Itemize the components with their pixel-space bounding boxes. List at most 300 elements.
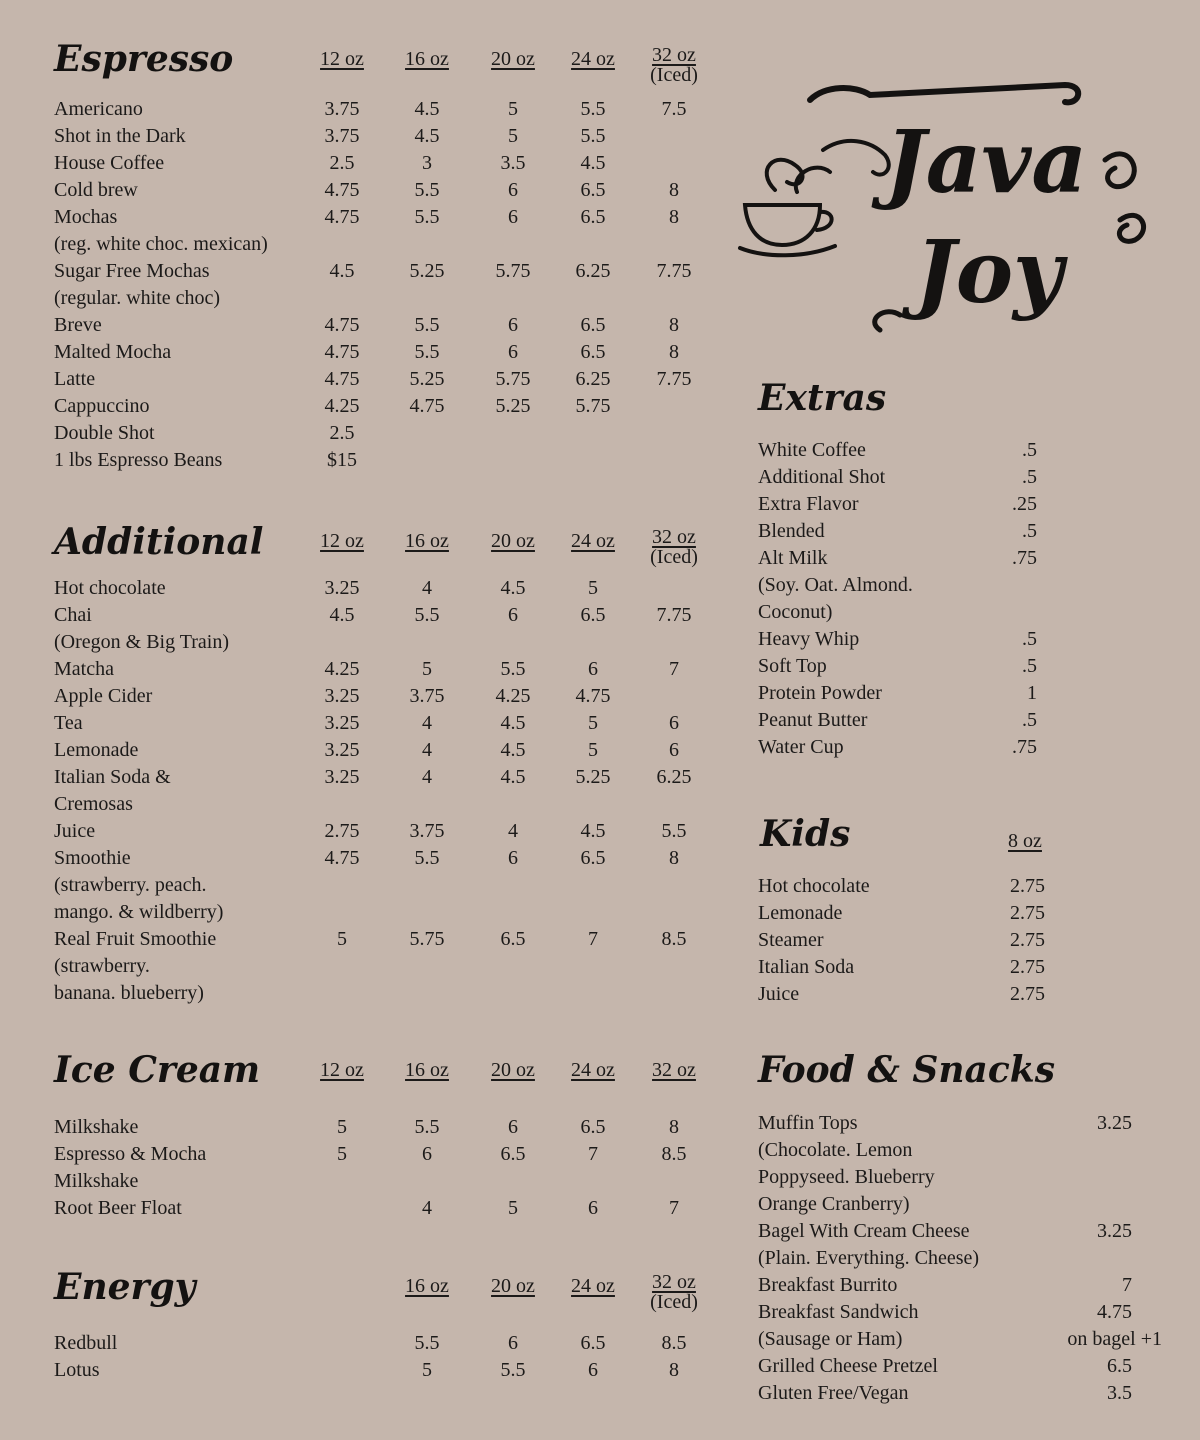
item-price: 2.75 [1010, 875, 1045, 897]
item-price: 8 [669, 1359, 679, 1381]
item-price: 5.5 [580, 98, 606, 120]
item-name: Blended [758, 520, 825, 542]
item-price: 6.5 [1107, 1355, 1132, 1377]
item-price: 5.25 [575, 766, 611, 788]
energy-title: Energy [54, 1266, 196, 1308]
item-price: 4.25 [324, 395, 360, 417]
item-name: (Soy. Oat. Almond. [758, 574, 913, 596]
item-price: 5 [422, 658, 432, 680]
item-price: 4.5 [329, 604, 355, 626]
item-price: 3.25 [1097, 1112, 1132, 1134]
item-name: Extra Flavor [758, 493, 859, 515]
item-price: 3.25 [324, 739, 360, 761]
item-name: Additional Shot [758, 466, 886, 488]
item-name: Apple Cider [54, 685, 153, 707]
list-item [54, 420, 744, 447]
item-price: 4.5 [500, 577, 526, 599]
java-joy-logo [735, 80, 1155, 345]
item-name: Espresso & Mocha [54, 1143, 207, 1165]
list-item [758, 572, 1058, 599]
list-item [758, 1218, 1178, 1245]
list-item [54, 602, 744, 629]
list-item [758, 927, 1058, 954]
list-item [758, 707, 1058, 734]
item-price: 7.5 [661, 98, 687, 120]
item-price: 6.25 [575, 368, 611, 390]
extras-menu-list [758, 437, 1058, 761]
iced-label: (Iced) [650, 546, 698, 568]
item-name: (reg. white choc. mexican) [54, 233, 268, 255]
item-price: 3 [422, 152, 432, 174]
item-price: 5.5 [414, 206, 440, 228]
list-item [54, 1141, 744, 1168]
icecream-title: Ice Cream [54, 1049, 261, 1091]
list-item [54, 1114, 744, 1141]
list-item [54, 629, 744, 656]
item-price: 4.5 [414, 98, 440, 120]
item-price: 8 [669, 179, 679, 201]
item-price: 6.5 [580, 604, 606, 626]
coffee-cup-icon [735, 80, 1155, 345]
item-price: 8 [669, 206, 679, 228]
item-name: Juice [758, 983, 800, 1005]
list-item [54, 710, 744, 737]
item-name: Shot in the Dark [54, 125, 186, 147]
item-name: Heavy Whip [758, 628, 860, 650]
item-name: (Chocolate. Lemon [758, 1139, 913, 1161]
item-price: 5.5 [414, 1332, 440, 1354]
list-item [54, 447, 744, 474]
item-price: 8.5 [661, 1143, 687, 1165]
list-item [54, 339, 744, 366]
item-name: Orange Cranberry) [758, 1193, 910, 1215]
list-item [758, 873, 1058, 900]
energy-size-header: 24 oz [571, 1275, 615, 1297]
list-item [54, 926, 744, 953]
energy-menu-list [54, 1330, 744, 1384]
item-price: 6 [508, 179, 518, 201]
item-price: 6 [508, 206, 518, 228]
item-price: 6.5 [580, 1332, 606, 1354]
item-price: 2.75 [1010, 956, 1045, 978]
list-item [758, 1299, 1178, 1326]
item-name: Grilled Cheese Pretzel [758, 1355, 938, 1377]
list-item [758, 653, 1058, 680]
item-name: Root Beer Float [54, 1197, 182, 1219]
item-name: White Coffee [758, 439, 866, 461]
list-item [758, 1110, 1178, 1137]
item-price: 5.5 [414, 179, 440, 201]
extras-title: Extras [758, 377, 887, 419]
item-name: Water Cup [758, 736, 844, 758]
item-price: 6.5 [580, 1116, 606, 1138]
item-price: 3.75 [409, 820, 445, 842]
item-price: 3.75 [324, 125, 360, 147]
additional-size-header: 12 oz [320, 530, 364, 552]
item-price: 5 [508, 125, 518, 147]
espresso-size-header: 16 oz [405, 48, 449, 70]
item-price: 5.25 [495, 395, 531, 417]
espresso-size-header: 20 oz [491, 48, 535, 70]
item-name: Breakfast Burrito [758, 1274, 898, 1296]
energy-size-header: 32 oz (Iced) [650, 1271, 698, 1313]
item-price: 1 [1027, 682, 1037, 704]
item-name: Italian Soda & [54, 766, 171, 788]
item-name: Malted Mocha [54, 341, 172, 363]
item-name: (Oregon & Big Train) [54, 631, 229, 653]
item-name: Hot chocolate [758, 875, 870, 897]
energy-size-header: 16 oz [405, 1275, 449, 1297]
item-name: Chai [54, 604, 92, 626]
item-name: Lotus [54, 1359, 100, 1381]
item-name: Tea [54, 712, 83, 734]
item-price: 2.5 [329, 422, 355, 444]
item-price: 6.25 [656, 766, 692, 788]
item-name: Peanut Butter [758, 709, 868, 731]
item-price: 6 [588, 1197, 598, 1219]
item-price: .5 [1022, 655, 1037, 677]
item-name: Americano [54, 98, 143, 120]
list-item [54, 845, 744, 872]
item-price: 4.5 [329, 260, 355, 282]
list-item [54, 177, 744, 204]
item-price: 2.75 [1010, 902, 1045, 924]
list-item [54, 818, 744, 845]
item-price: 4.5 [500, 766, 526, 788]
list-item [54, 656, 744, 683]
item-name: Hot chocolate [54, 577, 166, 599]
item-price: 7 [588, 928, 598, 950]
item-name: House Coffee [54, 152, 165, 174]
item-price: 6.5 [580, 314, 606, 336]
item-price: 6.25 [575, 260, 611, 282]
espresso-size-header: 12 oz [320, 48, 364, 70]
iced-label: (Iced) [650, 64, 698, 86]
item-price: 3.25 [324, 685, 360, 707]
list-item [758, 437, 1058, 464]
list-item [758, 518, 1058, 545]
item-price: 8.5 [661, 1332, 687, 1354]
item-name: Breakfast Sandwich [758, 1301, 919, 1323]
item-price: 5.5 [414, 604, 440, 626]
item-name: Real Fruit Smoothie [54, 928, 217, 950]
item-price: 4.75 [575, 685, 611, 707]
item-price: 4.75 [324, 847, 360, 869]
item-name: Gluten Free/Vegan [758, 1382, 909, 1404]
list-item [758, 680, 1058, 707]
list-item [54, 1357, 744, 1384]
item-price: 6.5 [500, 1143, 526, 1165]
item-price: 6 [588, 1359, 598, 1381]
item-price: 7 [588, 1143, 598, 1165]
kids-size-header: 8 oz [1008, 830, 1042, 852]
list-item [54, 1330, 744, 1357]
item-name: Lemonade [54, 739, 139, 761]
svg-text:Java: Java [885, 112, 1088, 213]
item-name: Redbull [54, 1332, 118, 1354]
item-name: Alt Milk [758, 547, 828, 569]
list-item [54, 366, 744, 393]
item-name: (Sausage or Ham) [758, 1328, 903, 1350]
list-item [54, 204, 744, 231]
item-price: 5.75 [409, 928, 445, 950]
food-title: Food & Snacks [758, 1049, 1055, 1091]
item-price: 8.5 [661, 928, 687, 950]
item-price: 5.5 [414, 314, 440, 336]
additional-size-header: 20 oz [491, 530, 535, 552]
item-price: 4.75 [1097, 1301, 1132, 1323]
list-item [54, 150, 744, 177]
icecream-size-header: 12 oz [320, 1059, 364, 1081]
item-name: Poppyseed. Blueberry [758, 1166, 935, 1188]
item-name: Milkshake [54, 1116, 139, 1138]
list-item [54, 1195, 744, 1222]
espresso-title: Espresso [54, 38, 234, 80]
espresso-size-header: 24 oz [571, 48, 615, 70]
item-price: 2.75 [1010, 983, 1045, 1005]
item-price: 5 [337, 1143, 347, 1165]
additional-menu-list [54, 575, 744, 1007]
item-price: 6 [508, 1116, 518, 1138]
item-price: 7 [669, 1197, 679, 1219]
item-name: Cremosas [54, 793, 133, 815]
item-price: 4.5 [580, 152, 606, 174]
item-price: 5.25 [409, 368, 445, 390]
item-name: Mochas [54, 206, 118, 228]
list-item [54, 96, 744, 123]
list-item [54, 312, 744, 339]
food-menu-list [758, 1110, 1178, 1407]
item-price: 4 [422, 766, 432, 788]
item-price: 6 [508, 1332, 518, 1354]
item-price: 6.5 [580, 847, 606, 869]
item-name: Sugar Free Mochas [54, 260, 210, 282]
item-price: 3.5 [500, 152, 526, 174]
item-price: 4 [508, 820, 518, 842]
item-price: 2.75 [1010, 929, 1045, 951]
item-price: 5.25 [409, 260, 445, 282]
item-name: (Plain. Everything. Cheese) [758, 1247, 980, 1269]
list-item [758, 1380, 1178, 1407]
item-price: .25 [1012, 493, 1037, 515]
item-name: Steamer [758, 929, 824, 951]
list-item [54, 872, 744, 899]
item-price: 6 [508, 341, 518, 363]
item-price: 4.75 [324, 179, 360, 201]
item-price: 4.5 [580, 820, 606, 842]
list-item [758, 981, 1058, 1008]
item-price: 3.25 [324, 577, 360, 599]
item-price: 6 [588, 658, 598, 680]
item-price: 8 [669, 1116, 679, 1138]
item-price: 4.75 [324, 368, 360, 390]
item-price: .75 [1012, 736, 1037, 758]
item-name: Protein Powder [758, 682, 882, 704]
list-item [54, 393, 744, 420]
item-price: 5.5 [661, 820, 687, 842]
espresso-menu-list [54, 96, 744, 474]
item-price: 5.75 [495, 260, 531, 282]
item-price: 6 [669, 712, 679, 734]
list-item [758, 954, 1058, 981]
kids-title: Kids [760, 813, 851, 855]
list-item [54, 683, 744, 710]
item-price: 4.25 [495, 685, 531, 707]
item-price: 4 [422, 577, 432, 599]
item-price: 4.75 [324, 341, 360, 363]
item-price: 4.75 [409, 395, 445, 417]
item-name: mango. & wildberry) [54, 901, 224, 923]
kids-menu-list [758, 873, 1058, 1008]
item-price: 4.25 [324, 658, 360, 680]
item-price: 6.5 [580, 206, 606, 228]
item-price: 3.75 [324, 98, 360, 120]
item-name: Muffin Tops [758, 1112, 858, 1134]
list-item [758, 1353, 1178, 1380]
list-item [758, 599, 1058, 626]
item-name: (strawberry. peach. [54, 874, 207, 896]
item-price: 2.75 [324, 820, 360, 842]
additional-size-header: 24 oz [571, 530, 615, 552]
item-price: 6 [508, 847, 518, 869]
item-price: 3.5 [1107, 1382, 1132, 1404]
item-price: 7.75 [656, 260, 692, 282]
list-item [54, 737, 744, 764]
iced-label: (Iced) [650, 1291, 698, 1313]
icecream-menu-list [54, 1114, 744, 1222]
item-price: 5 [337, 928, 347, 950]
list-item [758, 464, 1058, 491]
espresso-size-header: 32 oz (Iced) [650, 44, 698, 86]
item-price: 5 [337, 1116, 347, 1138]
item-price: 5 [422, 1359, 432, 1381]
item-price: 7.75 [656, 604, 692, 626]
item-price: 5.5 [414, 1116, 440, 1138]
item-price: 5.5 [500, 1359, 526, 1381]
item-price: 4 [422, 712, 432, 734]
item-price: 6 [508, 604, 518, 626]
item-price: 4.5 [500, 739, 526, 761]
item-price: 6 [669, 739, 679, 761]
item-name: Smoothie [54, 847, 131, 869]
item-name: Matcha [54, 658, 114, 680]
item-price: 5.75 [495, 368, 531, 390]
item-price: .5 [1022, 709, 1037, 731]
item-price: 5 [588, 712, 598, 734]
additional-title: Additional [54, 521, 264, 563]
list-item [758, 1164, 1178, 1191]
item-name: Cappuccino [54, 395, 150, 417]
item-price: 6 [508, 314, 518, 336]
list-item [758, 1191, 1178, 1218]
item-name: Juice [54, 820, 96, 842]
item-price: 5.75 [575, 395, 611, 417]
list-item [758, 734, 1058, 761]
item-price: 3.75 [409, 685, 445, 707]
list-item [54, 123, 744, 150]
item-price: 5 [508, 1197, 518, 1219]
icecream-size-header: 24 oz [571, 1059, 615, 1081]
item-price: 7 [1122, 1274, 1132, 1296]
item-price: 8 [669, 847, 679, 869]
list-item [54, 1168, 744, 1195]
list-item [54, 285, 744, 312]
list-item [54, 764, 744, 791]
item-price: 4 [422, 739, 432, 761]
item-name: Italian Soda [758, 956, 855, 978]
item-price: 7 [669, 658, 679, 680]
item-price: 4.5 [500, 712, 526, 734]
item-price: 5.5 [414, 341, 440, 363]
item-name: Latte [54, 368, 96, 390]
svg-text:Joy: Joy [915, 222, 1064, 323]
list-item [54, 899, 744, 926]
item-price: 2.5 [329, 152, 355, 174]
item-price: 4.75 [324, 314, 360, 336]
item-name: Coconut) [758, 601, 833, 623]
list-item [758, 491, 1058, 518]
list-item [758, 1326, 1178, 1353]
list-item [758, 545, 1058, 572]
item-price: 7.75 [656, 368, 692, 390]
list-item [758, 1272, 1178, 1299]
list-item [54, 953, 744, 980]
list-item [54, 791, 744, 818]
item-price: 5.5 [414, 847, 440, 869]
item-name: (strawberry. [54, 955, 150, 977]
item-price: on bagel +1 [1067, 1328, 1162, 1350]
item-price: $15 [327, 449, 357, 471]
item-price: 8 [669, 341, 679, 363]
item-name: (regular. white choc) [54, 287, 221, 309]
item-price: 8 [669, 314, 679, 336]
item-price: 5 [588, 577, 598, 599]
list-item [54, 575, 744, 602]
item-price: .75 [1012, 547, 1037, 569]
icecream-size-header: 20 oz [491, 1059, 535, 1081]
item-name: 1 lbs Espresso Beans [54, 449, 223, 471]
item-price: 4 [422, 1197, 432, 1219]
item-price: 6 [422, 1143, 432, 1165]
icecream-size-header: 16 oz [405, 1059, 449, 1081]
additional-size-header: 16 oz [405, 530, 449, 552]
item-price: 6.5 [580, 179, 606, 201]
item-price: 3.25 [1097, 1220, 1132, 1242]
item-price: 6.5 [500, 928, 526, 950]
list-item [758, 1137, 1178, 1164]
item-price: 5 [508, 98, 518, 120]
item-price: 5 [588, 739, 598, 761]
item-price: 6.5 [580, 341, 606, 363]
list-item [54, 231, 744, 258]
energy-size-header: 20 oz [491, 1275, 535, 1297]
list-item [54, 258, 744, 285]
item-price: 3.25 [324, 712, 360, 734]
item-name: Cold brew [54, 179, 138, 201]
item-name: Double Shot [54, 422, 155, 444]
item-price: .5 [1022, 520, 1037, 542]
item-name: Soft Top [758, 655, 827, 677]
item-price: 5.5 [580, 125, 606, 147]
item-price: 4.5 [414, 125, 440, 147]
item-price: .5 [1022, 628, 1037, 650]
item-name: Milkshake [54, 1170, 139, 1192]
item-price: 3.25 [324, 766, 360, 788]
list-item [54, 980, 744, 1007]
list-item [758, 900, 1058, 927]
item-name: Bagel With Cream Cheese [758, 1220, 970, 1242]
list-item [758, 626, 1058, 653]
